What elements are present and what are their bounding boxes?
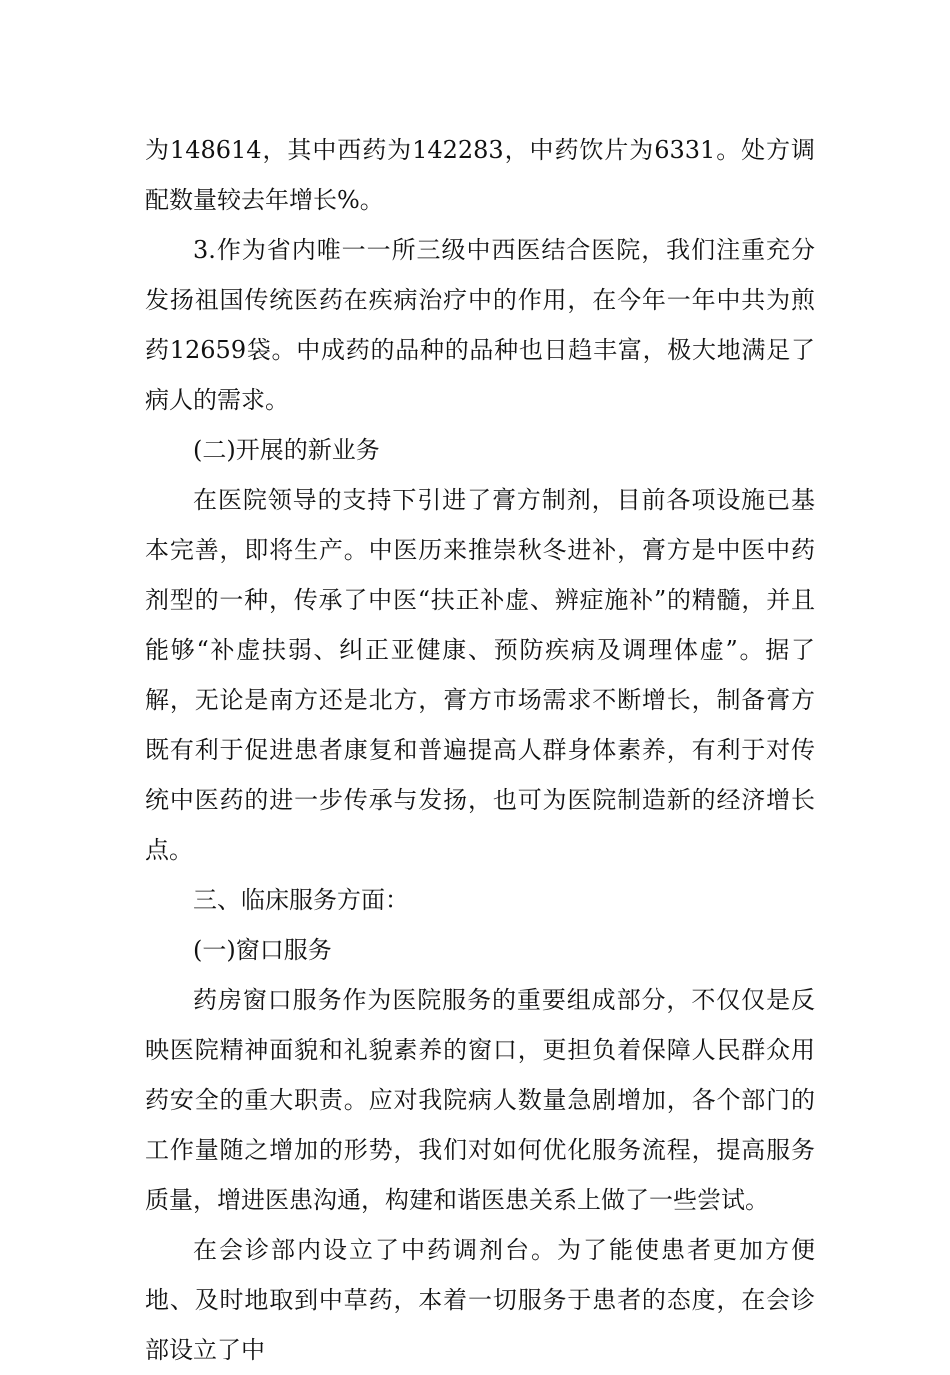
paragraph-decoction: 3.作为省内唯一一所三级中西医结合医院，我们注重充分发扬祖国传统医药在疾病治疗中的作用，在今年一年中共为煎药12659袋。中成药的品种的品种也日趋丰富，极大地满足了病人的需求。 (145, 236, 815, 414)
heading-new-business: (二)开展的新业务 (193, 436, 380, 464)
paragraph-consultation-dispensary: 在会诊部内设立了中药调剂台。为了能使患者更加方便地、及时地取到中草药，本着一切服务于患者的态度，在会诊部设立了中 (145, 1236, 815, 1364)
paragraph-paste-prescription: 在医院领导的支持下引进了膏方制剂，目前各项设施已基本完善，即将生产。中医历来推崇秋冬进补，膏方是中医中药剂型的一种，传承了中医“扶正补虚、辨症施补”的精髓，并且能够“补虚扶弱、纠正亚健康、预防疾病及调理体虚”。据了解，无论是南方还是北方，膏方市场需求不断增长，制备膏方既有利于促进患者康复和普遍提高人群身体素养，有利于对传统中医药的进一步传承与发扬，也可为医院制造新的经济增长点。 (145, 486, 815, 864)
heading-clinical-service: 三、临床服务方面： (193, 886, 409, 914)
paragraph-statistics: 为148614，其中西药为142283，中药饮片为6331。处方调配数量较去年增长%。 (145, 136, 815, 214)
document-body (145, 125, 815, 1375)
paragraph-window-service: 药房窗口服务作为医院服务的重要组成部分，不仅仅是反映医院精神面貌和礼貌素养的窗口，更担负着保障人民群众用药安全的重大职责。应对我院病人数量急剧增加，各个部门的工作量随之增加的形势，我们对如何优化服务流程，提高服务质量，增进医患沟通，构建和谐医患关系上做了一些尝试。 (145, 986, 815, 1214)
heading-window-service: (一)窗口服务 (193, 936, 332, 964)
